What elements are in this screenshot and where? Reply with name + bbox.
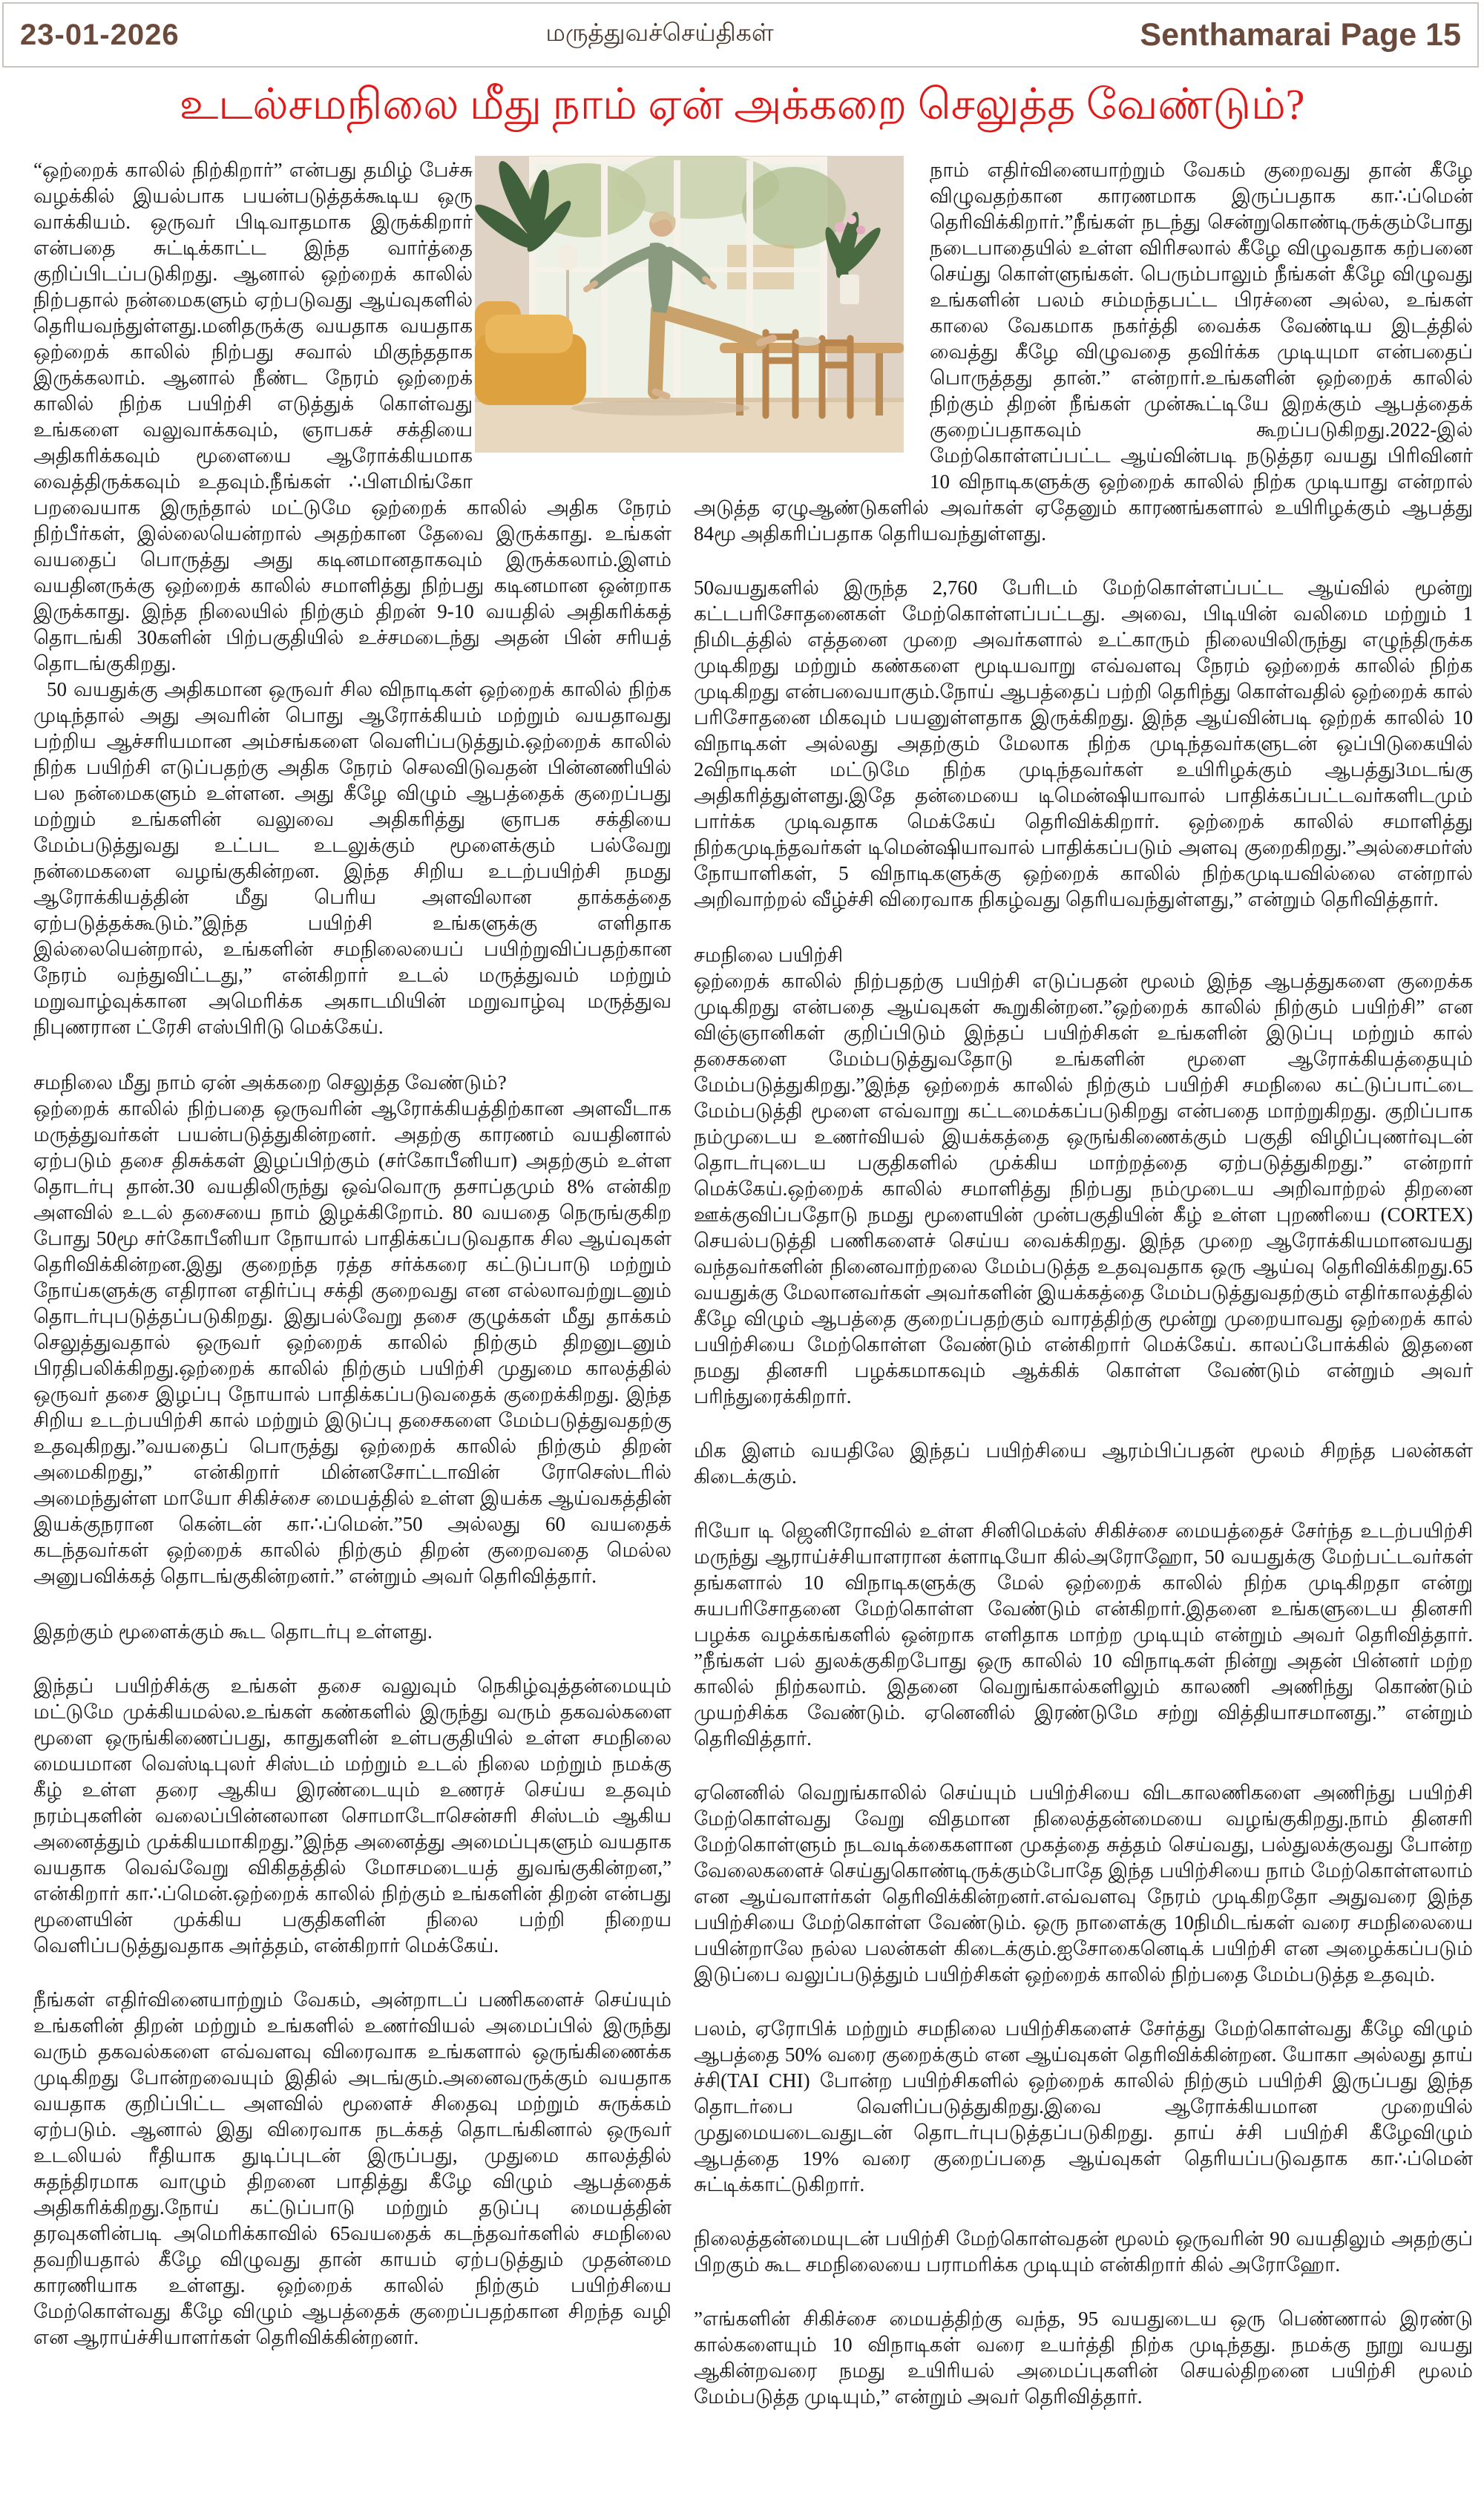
paragraph: 50வயதுகளில் இருந்த 2,760 பேரிடம் மேற்கொள்ளப்பட்ட ஆய்வில் மூன்று கட்டபரிசோதனைகள் மேற்கொள்ளப்பட்டது. அவை, பிடியின் வலிமை மற்றும் 1 நிமிடத்தில் எத்தனை முறை அவர்களால் உட்காரும் நிலையிலிருந்து எழுந்திருக்க முடிகிறது மற்றும் கண்களை மூடியவாறு எவ்வளவு நேரம் ஒற்றைக் காலில் நிற்க முடிகிறது என்பவையாகும்.நோய் ஆபத்தைப் பற்றி தெரிந்து கொள்வதில் ஒற்றைக் கால் பரிசோதனை மிகவும் பயனுள்ளதாக இருக்கிறது. இந்த ஆய்வின்படி ஒற்றக் காலில் 10 விநாடிகள் அல்லது அதற்கும் மேலாக நிற்க முடிந்தவர்களுடன் ஒப்பிடுகையில் 2விநாடிகள் மட்டுமே நிற்க முடிந்தவர்கள் உயிரிழக்கும் ஆபத்து3மடங்கு அதிகரித்துள்ளது.இதே தன்மையை டிமென்ஷியாவால் பாதிக்கப்பட்டவர்களிடமும் பார்க்க முடிவதாக மெக்கேய் தெரிவிக்கிறார். ஒற்றைக் காலில் சமாளித்து நிற்கமுடிந்தவர்கள் டிமென்ஷியாவால் பாதிக்கப்படும் அளவு குறைகிறது.”அல்சைமர்ஸ் நோயாளிகள், 5 விநாடிகளுக்கு ஒற்றைக் காலில் நிற்கமுடியவில்லை என்றால் அறிவாற்றல் வீழ்ச்சி விரைவாக நிகழ்வது தெரியவந்துள்ளது,” என்றும் தெரிவித்தார். [694, 577, 1473, 910]
paragraph: பலம், ஏரோபிக் மற்றும் சமநிலை பயிற்சிகளைச் சேர்த்து மேற்கொள்வது கீழே விழும் ஆபத்தை 50% வரை குறைக்கும் என ஆய்வுகள் தெரிவிக்கின்றன. யோகா அல்லது தாய் ச்சி(TAI CHI) போன்ற பயிற்சிகளில் ஒற்றைக் காலில் நிற்கும் பயிற்சி இருப்பது இந்த தொடர்பை வெளிப்படுத்துகிறது.இவை ஆரோக்கியமான முறையில் முதுமையடைவதுடன் தொடர்புபடுத்தப்படுகிறது. தாய் ச்சி பயிற்சி கீழேவிழும் ஆபத்தை 19% வரை குறைப்பதை ஆய்வுகள் தெரியப்படுவதாக கா∴ப்மென் சுட்டிக்காட்டுகிறார். [694, 2017, 1473, 2195]
paragraph: மிக இளம் வயதிலே இந்தப் பயிற்சியை ஆரம்பிப்பதன் மூலம் சிறந்த பலன்கள் கிடைக்கும். [694, 1439, 1473, 1488]
article-headline: உடல்சமநிலை மீது நாம் ஏன் அக்கறை செலுத்த வேண்டும்? [179, 80, 1305, 128]
paragraph: நீங்கள் எதிர்வினையாற்றும் வேகம், அன்றாடப் பணிகளைச் செய்யும் உங்களின் திறன் மற்றும் உங்களில் உணர்வியல் அமைப்பில் இருந்து வரும் தகவல்களை எவ்வளவு விரைவாக உங்களால் ஒருங்கிணைக்க முடிகிறது போன்றவையும் இதில் அடங்கும்.அனைவருக்கும் வயதாக வயதாக குறிப்பிட்ட அளவில் மூளைச் சிதைவு மற்றும் சுருக்கம் ஏற்படும். ஆனால் இது விரைவாக நடக்கத் தொடங்கினால் ஒருவர் உடலியல் ரீதியாக துடிப்புடன் இருப்பது, முதுமை காலத்தில் சுதந்திரமாக வாழும் திறனை பாதித்து கீழே விழும் ஆபத்தைக் அதிகரிக்கிறது.நோய் கட்டுப்பாடு மற்றும் தடுப்பு மையத்தின் தரவுகளின்படி அமெரிக்காவில் 65வயதைக் கடந்தவர்களில் சமநிலை தவறியதால் கீழே விழுவது தான் காயம் ஏற்படுத்தும் முதன்மை காரணியாக உள்ளது. ஒற்றைக் காலில் நிற்கும் பயிற்சியை மேற்கொள்வது கீழே விழும் ஆபத்தைக் குறைப்பதற்கான சிறந்த வழி என ஆராய்ச்சியாளர்கள் தெரிவிக்கின்றனர். [33, 1988, 672, 2348]
paragraph: “ஒற்றைக் காலில் நிற்கிறார்” என்பது தமிழ் பேச்சு வழக்கில் இயல்பாக பயன்படுத்தக்கூடிய ஒரு வாக்கியம். ஒருவர் பிடிவாதமாக இருக்கிறார் என்பதை சுட்டிக்காட்ட இந்த வார்த்தை குறிப்பிடப்படுகிறது. ஆனால் ஒற்றைக் காலில் நிற்பதால் நன்மைகளும் ஏற்படுவது ஆய்வுகளில் தெரியவந்துள்ளது.மனிதருக்கு வயதாக வயதாக ஒற்றைக் காலில் நிற்பது சவால் மிகுந்ததாக இருக்கலாம். ஆனால் நீண்ட நேரம் ஒற்றைக் காலில் நிற்க பயிற்சி எடுத்துக் கொள்வது உங்களை வலுவாக்கவும், ஞாபகச் சக்தியை அதிகரிக்கவும் மூளையை ஆரோக்கியமாக வைத்திருக்கவும் உதவும்.நீங்கள் ∴பிளமிங்கோ பறவையாக இருந்தால் மட்டுமே ஒற்றைக் காலில் அதிக நேரம் நிற்பீர்கள், இல்லையென்றால் அதற்கான தேவை இருக்காது. உங்கள் வயதைப் பொருத்து அது கடினமானதாகவும் இருக்கலாம்.இளம் வயதினருக்கு ஒற்றைக் காலில் சமாளித்து நிற்பது கடினமான ஒன்றாக இருக்காது. இந்த நிலையில் நிற்கும் திறன் 9-10 வயதில் அதிகரிக்கத் தொடங்கி 30களின் பிற்பகுதியில் உச்சமடைந்து அதன் பின் சரியத் தொடங்குகிறது. [33, 159, 672, 674]
right-column [694, 157, 1473, 2410]
paragraph: இந்தப் பயிற்சிக்கு உங்கள் தசை வலுவும் நெகிழ்வுத்தன்மையும் மட்டுமே முக்கியமல்ல.உங்கள் கண்களில் இருந்து வரும் தகவல்களை மூளை ஒருங்கிணைப்பது, காதுகளின் உள்பகுதியில் உள்ள சமநிலை மையமான வெஸ்டிபுலர் சிஸ்டம் மற்றும் உடல் நிலை மற்றும் நமக்கு கீழ் உள்ள தரை ஆகிய இரண்டையும் உணரச் செய்ய உதவும் நரம்புகளின் வலைப்பின்னலான சொமாடோசென்சரி சிஸ்டம் ஆகிய அனைத்தும் முக்கியமாகிறது.”இந்த அனைத்து அமைப்புகளும் வயதாக வயதாக வெவ்வேறு விகிதத்தில் மோசமடையத் துவங்குகின்றன,” என்கிறார் கா∴ப்மென்.ஒற்றைக் காலில் நிற்கும் உங்களின் திறன் என்பது மூளையின் முக்கிய பகுதிகளின் நிலை பற்றி நிறைய வெளிப்படுத்துவதாக அர்த்தம், என்கிறார் மெக்கேய். [33, 1675, 672, 1957]
subheading: இதற்கும் மூளைக்கும் கூட தொடர்பு உள்ளது. [33, 1620, 433, 1643]
paragraph: நாம் எதிர்வினையாற்றும் வேகம் குறைவது தான் கீழே விழுவதற்கான காரணமாக இருப்பதாக கா∴ப்மென் தெரிவிக்கிறார்.”நீங்கள் நடந்து சென்றுகொண்டிருக்கும்போது நடைபாதையில் உள்ள விரிசலால் கீழே விழுவதாக கற்பனை செய்து கொள்ளுங்கள். பெரும்பாலும் நீங்கள் கீழே விழுவது உங்களின் பலம் சம்மந்தபட்ட பிரச்னை அல்ல, உங்கள் காலை வேகமாக நகர்த்தி வைக்க வேண்டிய இடத்தில் வைத்து கீழே விழுவதை தவிர்க்க முடியுமா என்பதைப் பொருத்தது தான்.” என்றார்.உங்களின் ஒற்றைக் காலில் நிற்கும் திறன் நீங்கள் முன்கூட்டியே இறக்கும் ஆபத்தைக் குறைப்பதாகவும் கூறப்படுகிறது.2022-இல் மேற்கொள்ளப்பட்ட ஆய்வின்படி நடுத்தர வயது பிரிவினர் 10 விநாடிகளுக்கு ஒற்றைக் காலில் நிற்க முடியாது என்றால் அடுத்த ஏழுஆண்டுகளில் அவர்கள் ஏதேனும் காரணங்களால் உயிரிழக்கும் ஆபத்து 84மூ அதிகரிப்பதாக தெரியவந்துள்ளது. [694, 159, 1473, 545]
subheading: சமநிலை பயிற்சி [694, 944, 844, 966]
left-column [33, 157, 672, 2410]
balance-exercise-photo [475, 156, 904, 453]
paragraph: நிலைத்தன்மையுடன் பயிற்சி மேற்கொள்வதன் மூலம் ஒருவரின் 90 வயதிலும் அதற்குப் பிறகும் கூட சமநிலையை பராமரிக்க முடியும் என்கிறார் கில் அரோஹோ. [694, 2227, 1473, 2276]
paragraph: ஒற்றைக் காலில் நிற்பதற்கு பயிற்சி எடுப்பதன் மூலம் இந்த ஆபத்துகளை குறைக்க முடிகிறது என்பதை ஆய்வுகள் கூறுகின்றன.”ஒற்றைக் காலில் நிற்கும் பயிற்சி” என விஞ்ஞானிகள் குறிப்பிடும் இந்தப் பயிற்சிகள் உங்களின் இடுப்பு மற்றும் கால் தசைகளை மேம்படுத்துவதோடு உங்களின் மூளை ஆரோக்கியத்தையும் மேம்படுத்துகிறது.”இந்த ஒற்றைக் காலில் நிற்கும் பயிற்சி சமநிலை கட்டுப்பாட்டை மேம்படுத்தி மூளை எவ்வாறு கட்டமைக்கப்படுகிறது என்பதை மாற்றுகிறது. குறிப்பாக நம்முடைய உணர்வியல் இயக்கத்தை ஒருங்கிணைக்கும் பகுதி விழிப்புணர்வுடன் தொடர்புடைய பகுதிகளில் முக்கிய மாற்றத்தை ஏற்படுத்துகிறது.” என்றார் மெக்கேய்.ஒற்றைக் காலில் சமாளித்து நிற்பது நம்முடைய அறிவாற்றல் திறனை ஊக்குவிப்பதோடு நமது மூளையின் முன்பகுதியின் கீழ் உள்ள புறணியை (CORTEX) செயல்படுத்தி பணிகளைச் செய்ய வைக்கிறது. இந்த முறை ஆரோக்கியமானவயது வந்தவர்களின் நினைவாற்றலை மேம்படுத்த உதவுவதாக ஒரு ஆய்வு தெரிவிக்கிறது.65 வயதுக்கு மேலானவர்கள் அவர்களின் இயக்கத்தை மேம்படுத்துவதற்கும் எதிர்காலத்தில் கீழே விழும் ஆபத்தை குறைப்பதற்கும் வாரத்திற்கு மூன்று முறையாவது ஒற்றைக் கால் பயிற்சியை மேற்கொள்ள வேண்டும் என்கிறார் மெக்கேய். காலப்போக்கில் இதனை நமது தினசரி பழக்கமாகவும் ஆக்கிக் கொள்ள வேண்டும் என்றும் அவர் பரிந்துரைக்கிறார். [694, 970, 1473, 1408]
paragraph: ஏனெனில் வெறுங்காலில் செய்யும் பயிற்சியை விடகாலணிகளை அணிந்து பயிற்சி மேற்கொள்வது வேறு விதமான நிலைத்தன்மையை வழங்குகிறது.நாம் தினசரி மேற்கொள்ளும் நடவடிக்கைகளான முகத்தை சுத்தம் செய்வது, பல்துலக்குவது போன்ற வேலைகளைச் செய்துகொண்டிருக்கும்போதே இந்த பயிற்சியை நாம் மேற்கொள்ளலாம் என ஆய்வாளர்கள் தெரிவிக்கின்றனர்.எவ்வளவு நேரம் முடிகிறதோ அதுவரை இந்த பயிற்சியை மேற்கொள்ள வேண்டும். ஒரு நாளைக்கு 10நிமிடங்கள் வரை சமநிலையை பயின்றாலே நல்ல பலன்கள் கிடைக்கும்.ஐசோகைனெடிக் பயிற்சி என அழைக்கப்படும் இடுப்பை வலுப்படுத்தும் பயிற்சிகள் ஒற்றைக் காலில் நிற்பதை மேம்படுத்த உதவும். [694, 1781, 1473, 1986]
issue-date: 23-01-2026 [20, 18, 180, 51]
balance-exercise-photo-art [475, 156, 904, 453]
paragraph: ரியோ டி ஜெனிரோவில் உள்ள சினிமெக்ஸ் சிகிச்சை மையத்தைச் சேர்ந்த உடற்பயிற்சி மருந்து ஆராய்ச்சியாளரான க்ளாடியோ கில்அரோஹோ, 50 வயதுக்கு மேற்பட்டவர்கள் தங்களால் 10 விநாடிகளுக்கு மேல் ஒற்றைக் காலில் நிற்க முடிகிறதா என்று சுயபரிசோதனை மேற்கொள்ள வேண்டும் என்கிறார்.இதனை உங்களுடைய தினசரி பழக்க வழக்கங்களில் ஒன்றாக எளிதாக மாற்ற முடியும் என்றும் அவர் தெரிவித்தார். ”நீங்கள் பல் துலக்குகிறபோது ஒரு காலில் 10 விநாடிகள் நின்று அதன் பின்னர் மற்ற காலில் நிற்கலாம். இதனை வெறுங்கால்களிலும் காலணி அணிந்து கொண்டும் முயற்சிக்க வேண்டும். ஏனெனில் இரண்டுமே சற்று வித்தியாசமானது.” என்றும் தெரிவித்தார். [694, 1520, 1473, 1750]
paragraph: ”எங்களின் சிகிச்சை மையத்திற்கு வந்த, 95 வயதுடைய ஒரு பெண்ணால் இரண்டு கால்களையும் 10 விநாடிகள் வரை உயர்த்தி நிற்க முடிந்தது. நமக்கு நூறு வயது ஆகின்றவரை நமது உயிரியல் அமைப்புகளின் செயல்திறனை பயிற்சி மூலம் மேம்படுத்த முடியும்,” என்றும் அவர் தெரிவித்தார். [694, 2308, 1473, 2408]
subheading: சமநிலை மீது நாம் ஏன் அக்கறை செலுத்த வேண்டும்? [33, 1071, 507, 1094]
article-body [33, 157, 1473, 2410]
masthead-bar [2, 2, 1479, 68]
paper-name-page: Senthamarai Page 15 [1140, 16, 1461, 53]
section-title: மருத்துவச்செய்திகள் [545, 19, 774, 47]
paragraph: 50 வயதுக்கு அதிகமான ஒருவர் சில விநாடிகள் ஒற்றைக் காலில் நிற்க முடிந்தால் அது அவரின் பொது ஆரோக்கியம் மற்றும் வயதாவது பற்றிய ஆச்சரியமான அம்சங்களை வெளிப்படுத்தும்.ஒற்றைக் காலில் நிற்க பயிற்சி எடுப்பதற்கு அதிக நேரம் செலவிடுவதன் பின்னணியில் பல நன்மைகளும் உள்ளன. அது கீழே விழும் ஆபத்தைக் குறைப்பது மற்றும் உங்களின் வலுவை அதிகரித்து ஞாபக சக்தியை மேம்படுத்துவது உட்பட உடலுக்கும் மூளைக்கும் பல்வேறு நன்மைகளை வழங்குகின்றன. இந்த சிறிய உடற்பயிற்சி நமது ஆரோக்கியத்தின் மீது பெரிய அளவிலான தாக்கத்தை ஏற்படுத்தக்கூடும்.”இந்த பயிற்சி உங்களுக்கு எளிதாக இல்லையென்றால், உங்களின் சமநிலையைப் பயிற்றுவிப்பதற்கான நேரம் வந்துவிட்டது,” என்கிறார் உடல் மருத்துவம் மற்றும் மறுவாழ்வுக்கான அமெரிக்க அகாடமியின் மறுவாழ்வு மருத்துவ நிபுணரான ட்ரேசி எஸ்பிரிடு மெக்கேய். [33, 678, 672, 1038]
paragraph: ஒற்றைக் காலில் நிற்பதை ஒருவரின் ஆரோக்கியத்திற்கான அளவீடாக மருத்துவர்கள் பயன்படுத்துகின்றனர். அதற்கு காரணம் வயதினால் ஏற்படும் தசை திசுக்கள் இழப்பிற்கும் (சர்கோபீனியா) அதற்கும் உள்ள தொடர்பு தான்.30 வயதிலிருந்து ஒவ்வொரு தசாப்தமும் 8% என்கிற அளவில் உடல் தசையை நாம் இழக்கிறோம். 80 வயதை நெருங்குகிற போது 50மூ சர்கோபீனியா நோயால் பாதிக்கப்படுவதாக சில ஆய்வுகள் தெரிவிக்கின்றன.இது குறைந்த ரத்த சர்க்கரை கட்டுப்பாடு மற்றும் நோய்களுக்கு எதிரான எதிர்ப்பு சக்தி குறைவது என எல்லாவற்றுடனும் தொடர்புபடுத்தப்படுகிறது. இதுபல்வேறு தசை குழுக்கள் மீது தாக்கம் செலுத்துவதால் ஒருவர் ஒற்றைக் காலில் நிற்கும் திறனுடனும் பிரதிபலிக்கிறது.ஒற்றைக் காலில் நிற்கும் பயிற்சி முதுமை காலத்தில் ஒருவர் தசை இழப்பு நோயால் பாதிக்கப்படுவதைக் குறைக்கிறது. இந்த சிறிய உடற்பயிற்சி கால் மற்றும் இடுப்பு தசைகளை மேம்படுத்துவதற்கு உதவுகிறது.”வயதைப் பொருத்து ஒற்றைக் காலில் நிற்கும் திறன் அமைகிறது,” என்கிறார் மின்னசோட்டாவின் ரோசெஸ்டரில் அமைந்துள்ள மாயோ சிகிச்சை மையத்தில் உள்ள இயக்க ஆய்வகத்தின் இயக்குநரான கென்டன் கா∴ப்மென்.”50 அல்லது 60 வயதைக் கடந்தவர்கள் ஒற்றைக் காலில் நிற்கும் திறன் குறைவதை மெல்ல அனுபவிக்கத் தொடங்குகின்றனர்.” என்றும் அவர் தெரிவித்தார். [33, 1097, 672, 1587]
